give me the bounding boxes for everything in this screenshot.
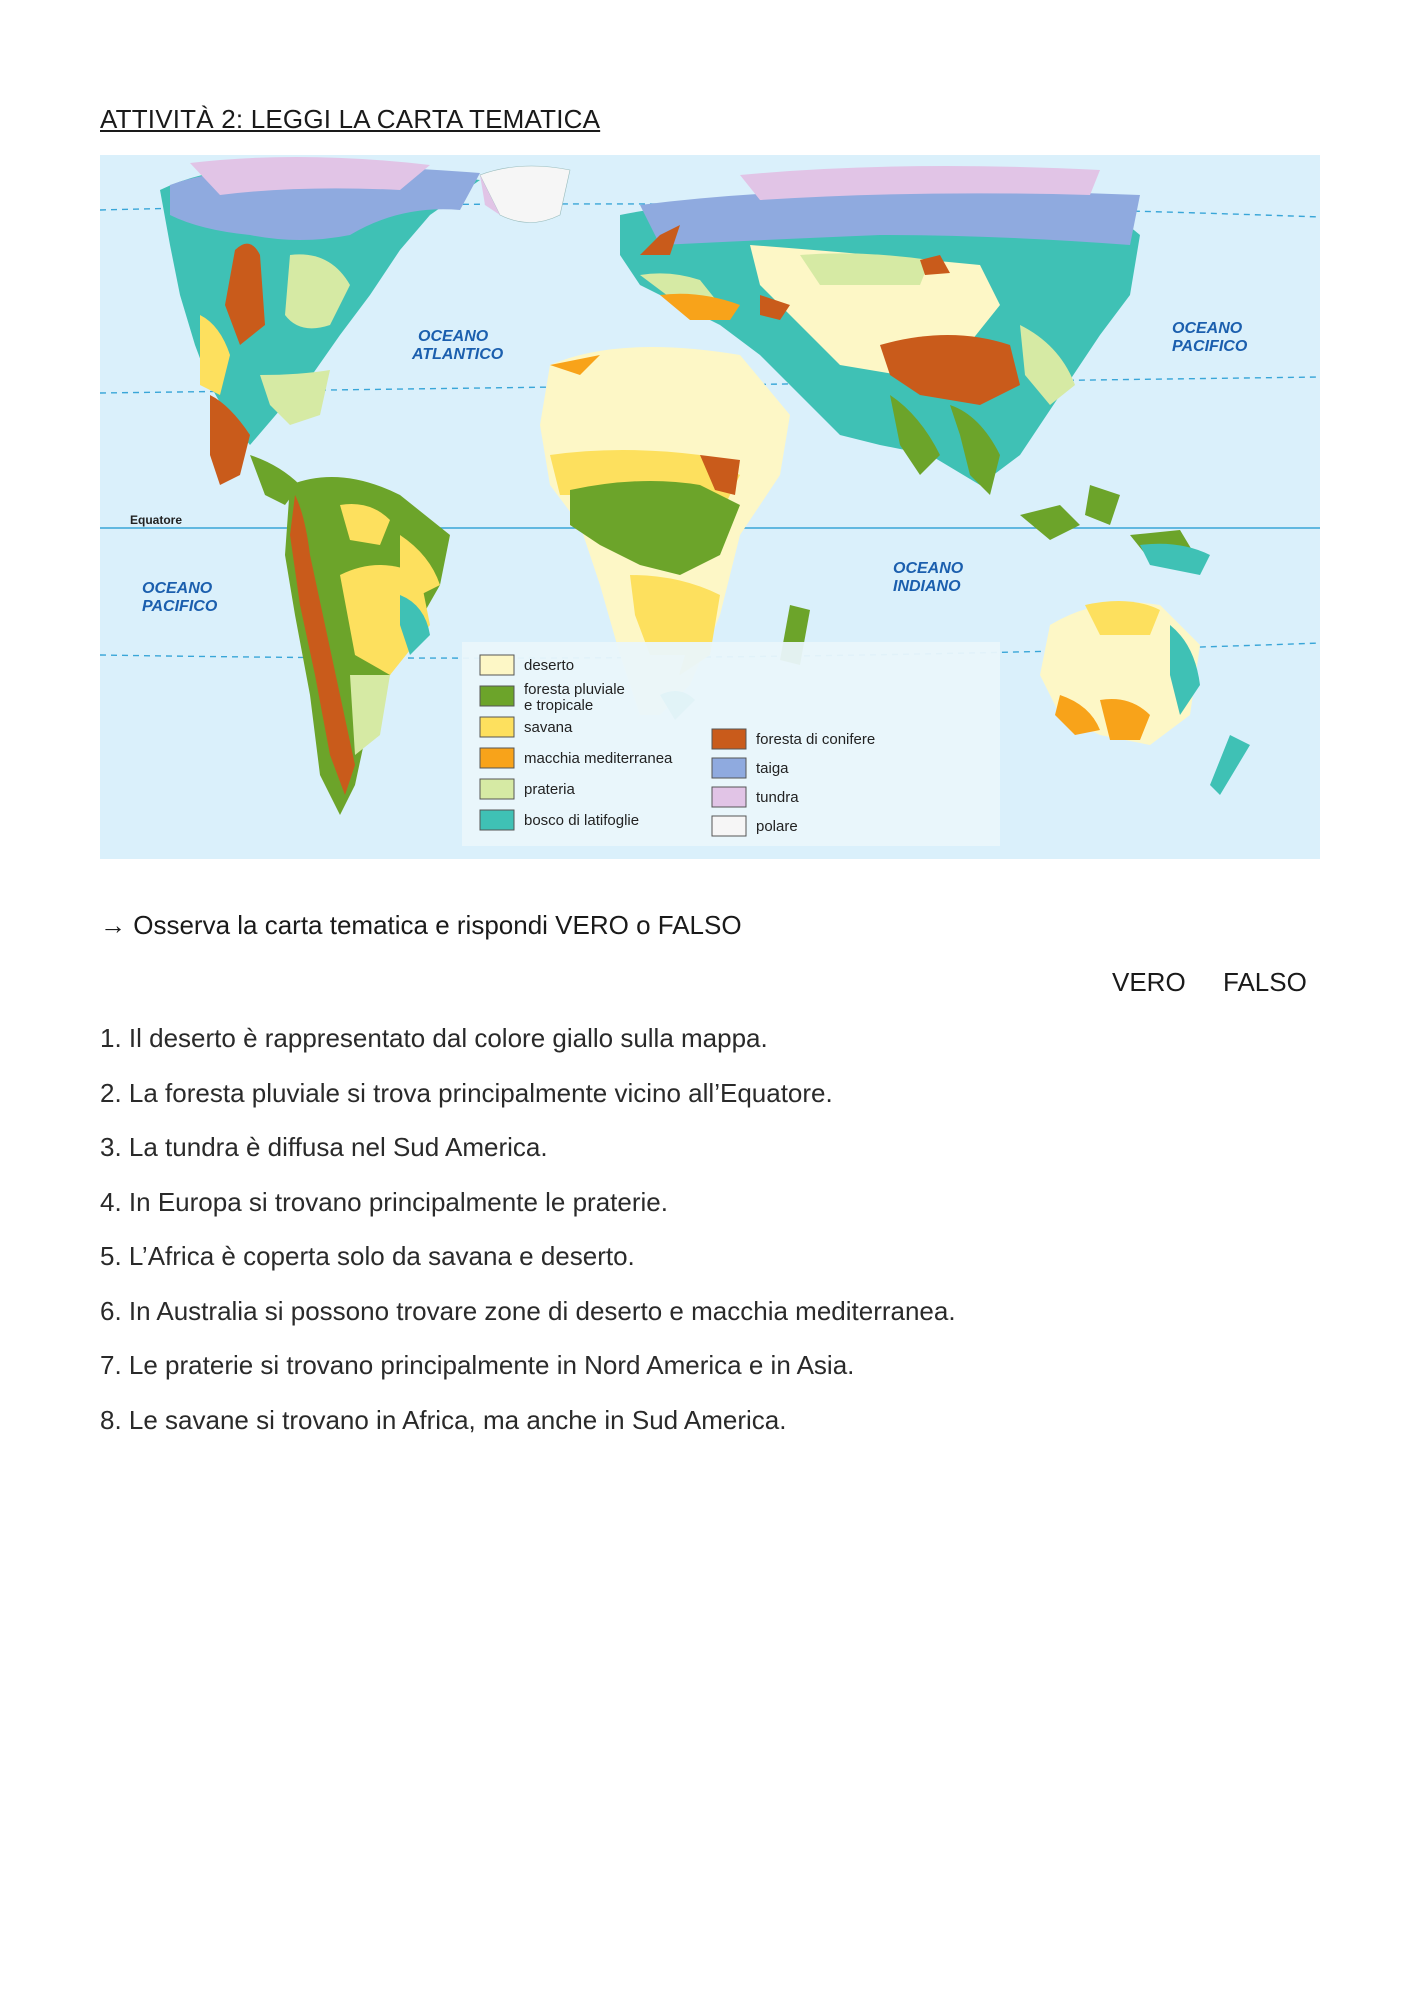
question-item: 7. Le praterie si trovano principalmente in Nord America e in Asia. <box>100 1350 855 1380</box>
question-list <box>100 1018 956 1454</box>
legend-label: deserto <box>524 657 575 674</box>
ocean-atlantico-label-1: OCEANO <box>418 328 489 345</box>
column-header-vero: VERO <box>1112 967 1186 997</box>
legend-swatch-0 <box>480 655 514 675</box>
ocean-pacifico-east-label-2: PACIFICO <box>1172 338 1248 355</box>
question-item: 4. In Europa si trovano principalmente le praterie. <box>100 1186 668 1217</box>
legend-swatch-5 <box>480 810 514 830</box>
question-item: 3. La tundra è diffusa nel Sud America. <box>100 1132 548 1162</box>
australia-region <box>1040 601 1200 745</box>
legend-label: foresta di conifere <box>756 731 876 748</box>
question-item: 6. In Australia si possono trovare zone di deserto e macchia mediterranea. <box>100 1295 956 1326</box>
legend-label: bosco di latifoglie <box>524 812 640 829</box>
legend-swatch-3 <box>480 748 514 768</box>
legend-label: tundra <box>756 789 799 806</box>
ocean-atlantico-label-2: ATLANTICO <box>412 346 504 363</box>
legend-swatch-1 <box>712 758 746 778</box>
ocean-pacifico-west-label-1: OCEANO <box>142 580 213 597</box>
legend-label: foresta pluviale <box>524 681 625 698</box>
legend-swatch-0 <box>712 729 746 749</box>
legend-label: polare <box>756 818 798 835</box>
legend-swatch-4 <box>480 779 514 799</box>
ocean-pacifico-west-label-2: PACIFICO <box>142 598 218 615</box>
ocean-pacifico-east-label-1: OCEANO <box>1172 320 1243 337</box>
legend-swatch-1 <box>480 686 514 706</box>
ocean-indiano-label-1: OCEANO <box>893 560 964 577</box>
instruction-text: → Osserva la carta tematica e rispondi VERO o FALSO <box>100 910 742 940</box>
legend-label-line2: e tropicale <box>524 697 594 714</box>
legend-swatch-3 <box>712 816 746 836</box>
ocean-indiano-label-2: INDIANO <box>893 578 961 595</box>
legend-label: taiga <box>756 760 789 777</box>
legend-label: prateria <box>524 781 575 798</box>
legend-swatch-2 <box>480 717 514 737</box>
legend-label: macchia mediterranea <box>524 750 673 767</box>
question-item: 5. L’Africa è coperta solo da savana e deserto. <box>100 1241 635 1271</box>
question-item: 8. Le savane si trovano in Africa, ma anche in Sud America. <box>100 1404 787 1435</box>
question-item: 2. La foresta pluviale si trova principalmente vicino all’Equatore. <box>100 1077 833 1108</box>
legend-label: savana <box>524 719 573 736</box>
page-title: ATTIVITÀ 2: LEGGI LA CARTA TEMATICA <box>100 104 601 134</box>
question-item: 1. Il deserto è rappresentato dal colore giallo sulla mappa. <box>100 1023 768 1053</box>
column-header-falso: FALSO <box>1223 967 1307 997</box>
thematic-world-map <box>100 155 1320 859</box>
equator-label: Equatore <box>130 513 183 527</box>
map-legend <box>462 642 1000 846</box>
legend-swatch-2 <box>712 787 746 807</box>
